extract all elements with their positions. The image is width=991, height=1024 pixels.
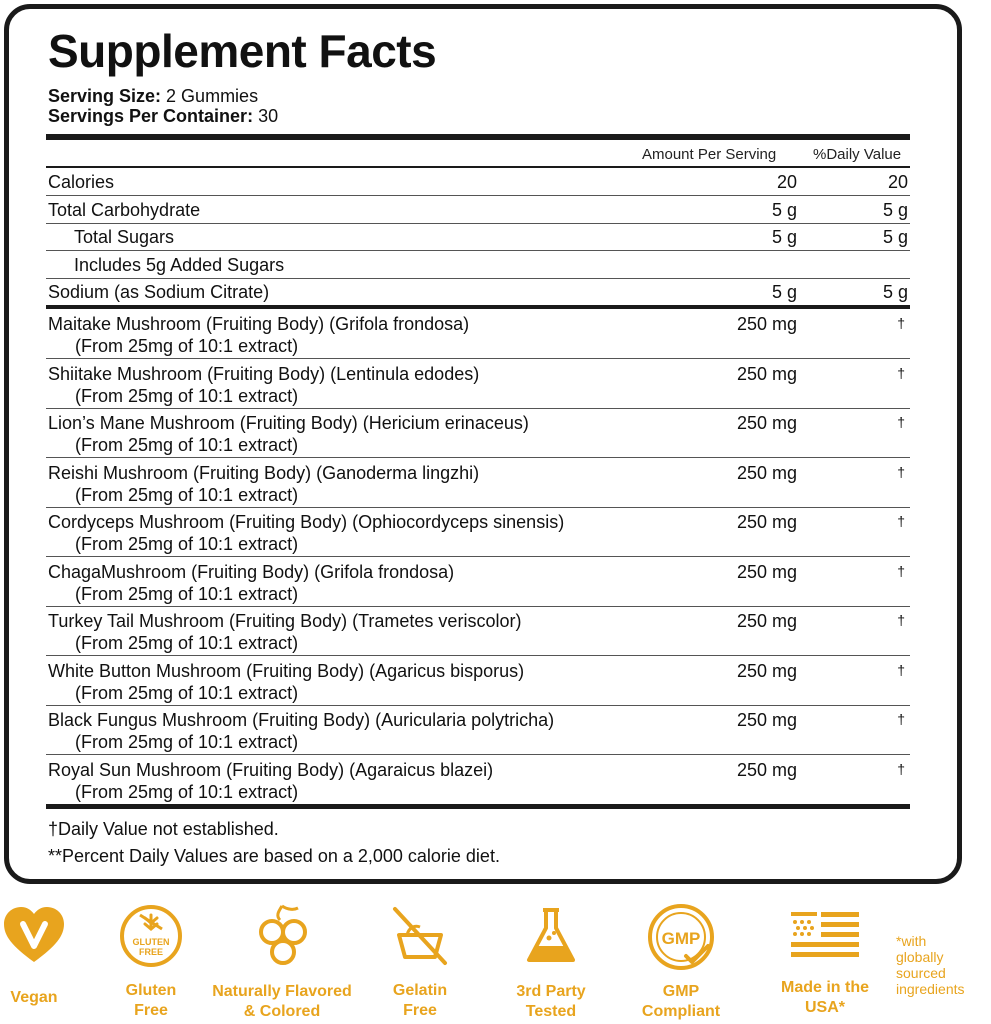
badge-third-party-tested: [508, 906, 594, 1022]
ingredient-row: [48, 656, 910, 705]
badge-vegan: [2, 904, 66, 1008]
flask-icon: [523, 906, 579, 966]
ingredient-amount: 250 mg: [736, 512, 797, 532]
nutrient-daily-value: 5 g: [882, 227, 908, 247]
badge-label: Gluten Free: [125, 982, 177, 1019]
ingredient-extract-note: (From 25mg of 10:1 extract): [75, 534, 299, 554]
badge-label: Naturally Flavored & Colored: [212, 983, 352, 1020]
badge-gmp-compliant: [640, 902, 722, 1022]
nutrient-label: Total Carbohydrate: [48, 200, 201, 220]
badge-label: Vegan: [10, 989, 58, 1006]
badge-naturally-flavored: [206, 904, 358, 1022]
ingredient-name: Black Fungus Mushroom (Fruiting Body) (Auricularia polytricha): [48, 710, 555, 730]
ingredient-amount: 250 mg: [736, 710, 797, 730]
ingredient-amount: 250 mg: [736, 463, 797, 483]
ingredient-extract-note: (From 25mg of 10:1 extract): [75, 435, 299, 455]
ingredient-extract-note: (From 25mg of 10:1 extract): [75, 584, 299, 604]
badge-gluten-free: [115, 903, 187, 1021]
nutrient-amount: 5 g: [771, 282, 797, 302]
gelatin-free-icon: [389, 905, 451, 967]
ingredient-extract-note: (From 25mg of 10:1 extract): [75, 683, 299, 703]
nutrient-daily-value: 5 g: [882, 282, 908, 302]
ingredient-name: Reishi Mushroom (Fruiting Body) (Ganoderma lingzhi): [48, 463, 480, 483]
nutrient-amount: 5 g: [771, 200, 797, 220]
ingredient-extract-note: (From 25mg of 10:1 extract): [75, 633, 299, 653]
ingredient-row: [48, 408, 910, 457]
header-daily-value: %Daily Value: [813, 146, 902, 163]
nutrient-row: [48, 196, 910, 224]
sourcing-note: *with globally sourced ingredients: [896, 933, 965, 997]
nutrient-row: [48, 251, 910, 279]
badge-icon-text-line1: GLUTEN: [132, 937, 170, 947]
ingredient-daily-value: †: [897, 612, 905, 628]
us-flag-icon: [789, 910, 861, 962]
ingredient-amount: 250 mg: [736, 661, 797, 681]
badge-icon-text-line2: FREE: [138, 947, 164, 957]
ingredient-daily-value: †: [897, 315, 905, 331]
ingredient-row: [48, 755, 910, 804]
nutrient-label: Sodium (as Sodium Citrate): [48, 282, 270, 302]
badge-label: Gelatin Free: [392, 982, 448, 1019]
ingredient-daily-value: †: [897, 761, 905, 777]
ingredient-daily-value: †: [897, 365, 905, 381]
nutrient-daily-value: 20: [887, 172, 908, 192]
ingredient-row: [48, 458, 910, 507]
ingredient-amount: 250 mg: [736, 314, 797, 334]
ingredient-name: Maitake Mushroom (Fruiting Body) (Grifola frondosa): [48, 314, 470, 334]
ingredient-row: [48, 309, 910, 358]
page-title: Supplement Facts: [48, 25, 437, 77]
footnote-dagger: †Daily Value not established.: [48, 819, 279, 839]
nutrient-daily-value: 5 g: [882, 200, 908, 220]
servings-per-container: Servings Per Container: 30: [48, 106, 279, 126]
ingredient-amount: 250 mg: [736, 760, 797, 780]
nutrient-amount: 20: [776, 172, 797, 192]
nutrient-row: [48, 168, 910, 196]
serving-size: Serving Size: 2 Gummies: [48, 86, 259, 106]
nutrient-label: Total Sugars: [74, 227, 175, 247]
thick-rule-bottom: [46, 804, 910, 809]
ingredient-daily-value: †: [897, 711, 905, 727]
ingredient-daily-value: †: [897, 662, 905, 678]
footnote-percent: **Percent Daily Values are based on a 2,000 calorie diet.: [48, 846, 500, 866]
ingredient-name: Cordyceps Mushroom (Fruiting Body) (Ophiocordyceps sinensis): [48, 512, 565, 532]
ingredient-row: [48, 507, 910, 556]
ingredient-name: Turkey Tail Mushroom (Fruiting Body) (Trametes veriscolor): [48, 611, 522, 631]
gmp-seal-icon: [646, 902, 716, 972]
ingredient-daily-value: †: [897, 464, 905, 480]
nutrient-row: [48, 223, 910, 251]
ingredient-extract-note: (From 25mg of 10:1 extract): [75, 386, 299, 406]
ingredient-amount: 250 mg: [736, 562, 797, 582]
ingredient-daily-value: †: [897, 563, 905, 579]
ingredient-extract-note: (From 25mg of 10:1 extract): [75, 336, 299, 356]
ingredient-amount: 250 mg: [736, 413, 797, 433]
badge-label: Made in the USA*: [780, 979, 869, 1016]
ingredient-name: ChagaMushroom (Fruiting Body) (Grifola frondosa): [48, 562, 455, 582]
ingredient-row: [48, 557, 910, 606]
berries-icon: [252, 904, 312, 968]
ingredient-name: Shiitake Mushroom (Fruiting Body) (Lentinula edodes): [48, 364, 480, 384]
nutrient-label: Calories: [48, 172, 115, 192]
heart-v-icon: [2, 904, 66, 968]
badge-made-in-usa: [774, 910, 876, 1018]
badge-label: GMP Compliant: [641, 983, 721, 1020]
ingredient-extract-note: (From 25mg of 10:1 extract): [75, 732, 299, 752]
badge-icon-text: GMP: [661, 929, 701, 948]
ingredient-name: White Button Mushroom (Fruiting Body) (Agaricus bisporus): [48, 661, 525, 681]
gluten-free-icon: [118, 903, 184, 969]
thick-rule-top: [46, 134, 910, 140]
ingredient-amount: 250 mg: [736, 611, 797, 631]
header-amount-per-serving: Amount Per Serving: [642, 146, 777, 163]
badge-label: 3rd Party Tested: [516, 983, 586, 1020]
ingredient-amount: 250 mg: [736, 364, 797, 384]
ingredient-name: Lion’s Mane Mushroom (Fruiting Body) (Hericium erinaceus): [48, 413, 529, 433]
nutrient-row: [48, 278, 910, 306]
ingredient-extract-note: (From 25mg of 10:1 extract): [75, 782, 299, 802]
ingredient-daily-value: †: [897, 414, 905, 430]
ingredient-name: Royal Sun Mushroom (Fruiting Body) (Agaraicus blazei): [48, 760, 494, 780]
ingredient-row: [48, 705, 910, 754]
ingredient-daily-value: †: [897, 513, 905, 529]
ingredient-row: [48, 359, 910, 408]
nutrient-amount: 5 g: [771, 227, 797, 247]
ingredient-extract-note: (From 25mg of 10:1 extract): [75, 485, 299, 505]
badge-gelatin-free: [380, 905, 460, 1021]
ingredient-row: [48, 606, 910, 655]
nutrient-label: Includes 5g Added Sugars: [74, 255, 285, 275]
